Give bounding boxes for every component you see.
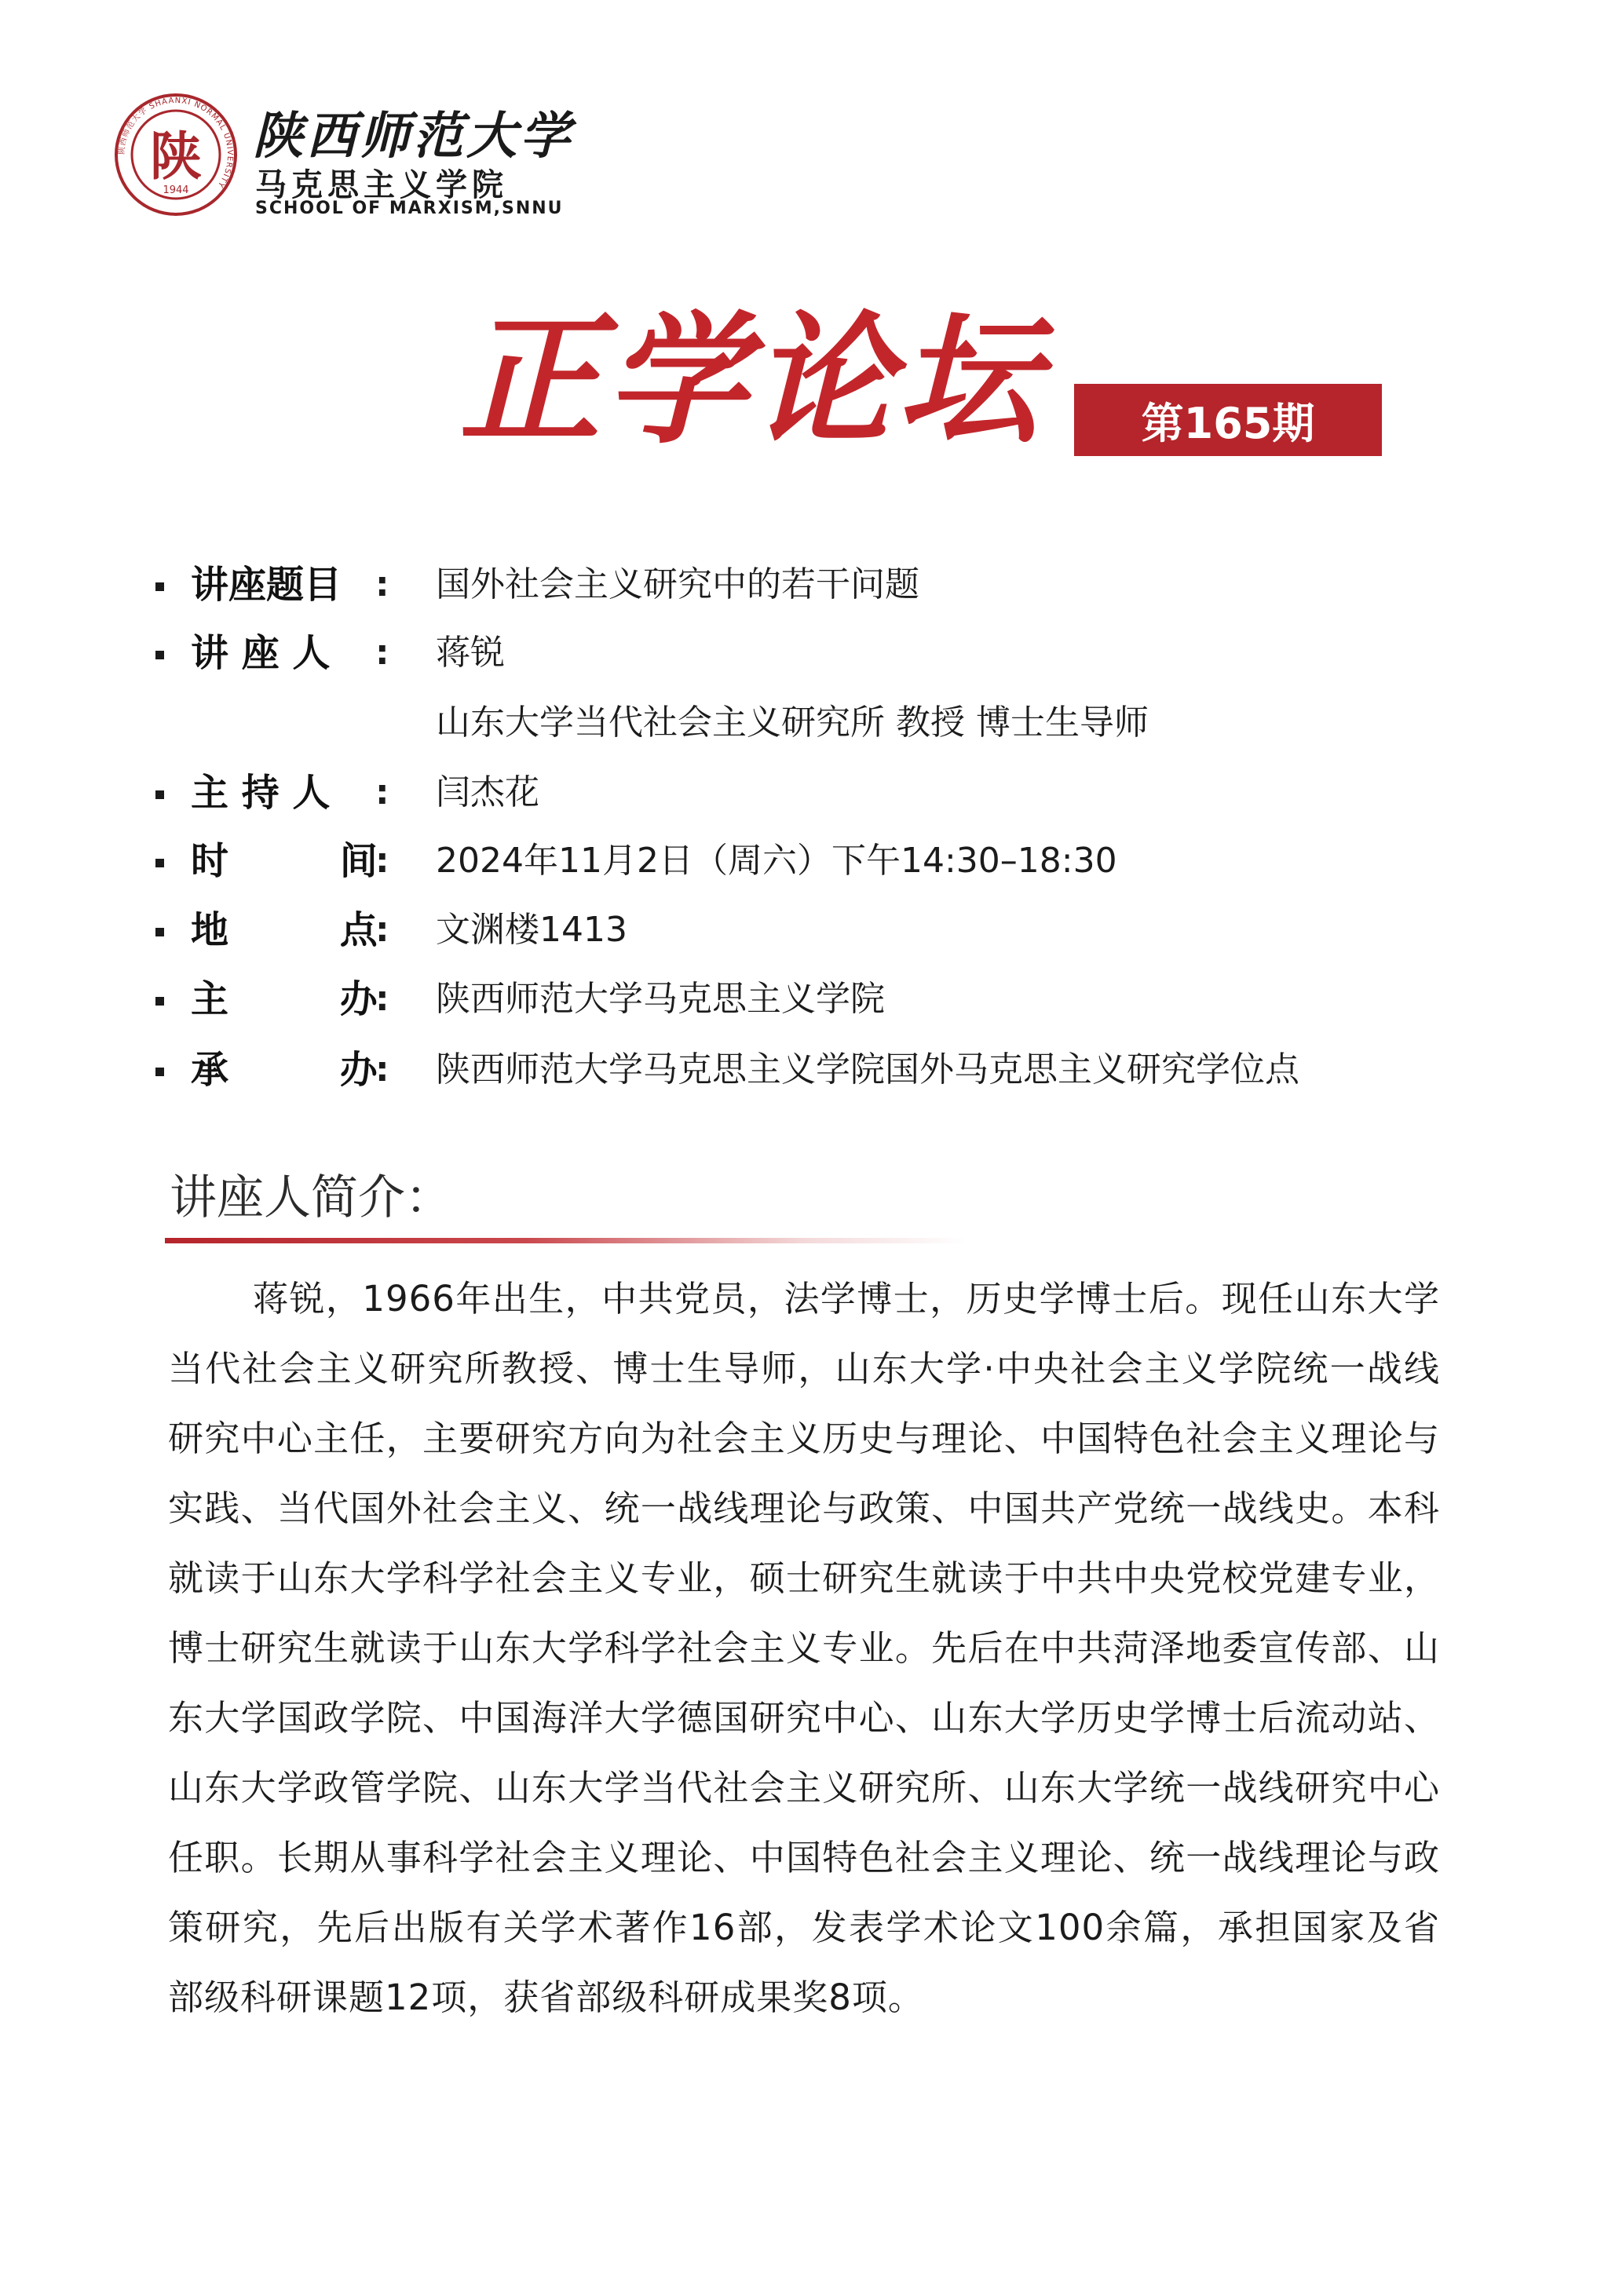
bullet-icon (155, 859, 164, 867)
info-row-speaker (155, 626, 1451, 681)
info-label: 地 点 (191, 908, 378, 952)
school-name: 马克思主义学院 (255, 167, 508, 203)
colon: : (375, 772, 389, 812)
info-row-host (155, 765, 1451, 820)
info-label: 讲 座 人 (191, 631, 331, 675)
university-seal (114, 93, 238, 217)
info-row-organizer (155, 972, 1451, 1027)
school-name-en: SCHOOL OF MARXISM,SNNU (255, 199, 564, 218)
bullet-icon (155, 651, 164, 659)
info-row-co-organizer (155, 1042, 1451, 1097)
bullet-icon (155, 997, 164, 1006)
colon: : (375, 841, 389, 881)
seal-ring-text: 陕西师范大学 SHAANXI NORMAL UNIVERSITY (117, 96, 235, 190)
bullet-icon (155, 790, 164, 799)
bullet-icon (155, 928, 164, 936)
bullet-icon (155, 582, 164, 591)
info-label: 承 办 (191, 1048, 378, 1092)
info-label: 讲座题目 (191, 563, 342, 607)
info-value: 国外社会主义研究中的若干问题 (436, 564, 919, 604)
info-label: 主 持 人 (191, 771, 331, 815)
colon: : (375, 1049, 389, 1090)
speaker-bio: 蒋锐，1966年出生，中共党员，法学博士，历史学博士后。现任山东大学当代社会主义研究所教授、博士生导师，山东大学·中央社会主义学院统一战线研究中心主任，主要研究方向为社会主义历史与理论、中国特色社会主义理论与实践、当代国外社会主义、统一战线理论与政策、中国共产党统一战线史。本科就读于山东大学科学社会主义专业，硕士研究生就读于中共中央党校党建专业，博士研究生就读于山东大学科学社会主义专业。先后在中共菏泽地委宣传部、山东大学国政学院、中国海洋大学德国研究中心、山东大学历史学博士后流动站、山东大学政管学院、山东大学当代社会主义研究所、山东大学统一战线研究中心任职。长期从事科学社会主义理论、中国特色社会主义理论、统一战线理论与政策研究，先后出版有关学术著作16部，发表学术论文100余篇，承担国家及省部级科研课题12项，获省部级科研成果奖8项。 (168, 1278, 1440, 2018)
info-label: 时 间 (191, 839, 378, 883)
info-label: 主 办 (191, 977, 378, 1021)
info-value: 山东大学当代社会主义研究所 教授 博士生导师 (436, 703, 1149, 743)
colon: : (375, 910, 389, 950)
info-row-time (155, 834, 1451, 889)
university-name: 陕西师范大学 (253, 107, 573, 166)
info-value: 闫杰花 (436, 772, 539, 812)
info-value: 文渊楼1413 (436, 910, 627, 950)
issue-badge: 第165期 (1074, 384, 1382, 456)
info-row-location (155, 903, 1451, 958)
info-value: 陕西师范大学马克思主义学院国外马克思主义研究学位点 (436, 1049, 1299, 1090)
info-value: 蒋锐 (436, 633, 505, 673)
intro-divider (165, 1238, 966, 1243)
intro-heading: 讲座人简介： (170, 1170, 452, 1225)
seal-character: 陕 (150, 126, 202, 187)
info-row-topic (155, 557, 1451, 612)
colon: : (375, 564, 389, 604)
info-value: 陕西师范大学马克思主义学院 (436, 979, 885, 1019)
bullet-icon (155, 1068, 164, 1076)
seal-year: 1944 (163, 184, 189, 196)
colon: : (375, 979, 389, 1019)
colon: : (375, 633, 389, 673)
info-value: 2024年11月2日（周六）下午14:30–18:30 (436, 841, 1117, 881)
info-row-speaker-title (155, 695, 1451, 750)
forum-title: 正学论坛 (459, 297, 1044, 463)
